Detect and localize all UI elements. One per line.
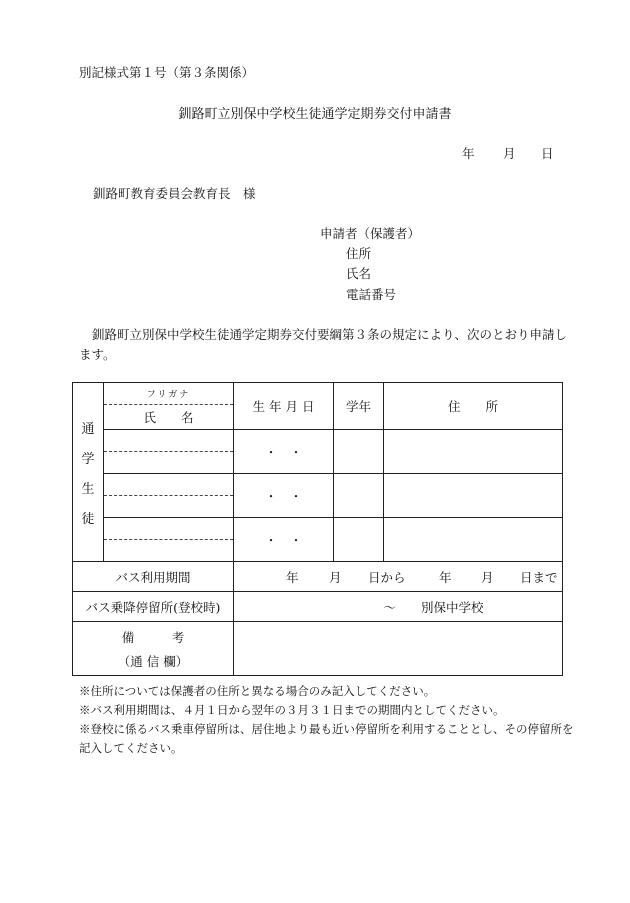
notes xyxy=(79,682,579,758)
birthdate-header: 生 年 月 日 xyxy=(252,399,315,414)
student-side-label xyxy=(73,383,103,561)
bus-period-field[interactable] xyxy=(234,562,563,591)
furigana-field[interactable] xyxy=(104,518,233,539)
period-year-2: 年 xyxy=(439,569,452,585)
bus-stop-value: ～ 別保中学校 xyxy=(383,599,484,615)
applicant-phone-label: 電話番号 xyxy=(346,287,397,302)
body-text: 釧路町立別保中学校生徒通学定期券交付要綱第３条の規定により、次のとおり申請します。 xyxy=(79,327,568,362)
applicant-address-label: 住所 xyxy=(346,246,372,261)
side-char: 通 xyxy=(81,421,95,437)
note-item: ※バス利用期間は、４月１日から翌年の３月３１日までの期間内としてください。 xyxy=(79,703,505,717)
remarks-label-cell xyxy=(73,622,233,676)
side-char: 学 xyxy=(81,451,95,467)
address-field[interactable] xyxy=(384,518,562,561)
bus-stop-label: バス乗降停留所(登校時) xyxy=(85,599,221,615)
applicant-name-label: 氏名 xyxy=(346,266,372,281)
side-char: 生 xyxy=(81,481,95,497)
document-title: 釧路町立別保中学校生徒通学定期券交付申請書 xyxy=(178,107,452,122)
name-header: 氏 名 xyxy=(143,410,194,425)
name-field[interactable] xyxy=(104,540,233,561)
grade-header: 学年 xyxy=(345,399,371,414)
grade-field[interactable] xyxy=(334,518,383,561)
grade-field[interactable] xyxy=(334,474,383,517)
period-day-1: 日から xyxy=(368,569,406,585)
side-char: 徒 xyxy=(81,511,95,527)
date-year-label: 年 xyxy=(462,146,475,161)
period-year-1: 年 xyxy=(286,569,299,585)
address-header: 住 所 xyxy=(447,399,498,414)
application-table xyxy=(72,382,563,676)
birthdate-field[interactable]: ・ ・ xyxy=(264,488,303,504)
note-item: ※住所については保護者の住所と異なる場合のみ記入してください。 xyxy=(79,684,436,698)
form-number: 別記様式第１号（第３条関係） xyxy=(79,65,255,80)
remarks-sub-label: （通 信 欄） xyxy=(117,654,189,669)
birthdate-field[interactable]: ・ ・ xyxy=(264,444,303,460)
furigana-header: フリガナ xyxy=(146,390,191,400)
furigana-field[interactable] xyxy=(104,430,233,451)
date-day-label: 日 xyxy=(541,146,554,161)
address-field[interactable] xyxy=(384,474,562,517)
note-item: ※登校に係るバス乗車停留所は、居住地より最も近い停留所を利用することとし、その停留所を記入してください。 xyxy=(79,722,574,755)
name-field[interactable] xyxy=(104,496,233,517)
period-month-1: 月 xyxy=(329,569,342,585)
bus-stop-field[interactable] xyxy=(234,592,563,621)
grade-field[interactable] xyxy=(334,430,383,473)
address-field[interactable] xyxy=(384,430,562,473)
remarks-label: 備 考 xyxy=(121,630,185,645)
date-month-label: 月 xyxy=(503,146,516,161)
birthdate-field[interactable]: ・ ・ xyxy=(264,532,303,548)
name-field[interactable] xyxy=(104,452,233,473)
furigana-field[interactable] xyxy=(104,474,233,495)
period-month-2: 月 xyxy=(481,569,494,585)
period-day-2: 日まで xyxy=(520,569,558,585)
remarks-field[interactable] xyxy=(234,622,563,676)
addressee: 釧路町教育委員会教育長 様 xyxy=(93,186,256,201)
bus-period-label: バス利用期間 xyxy=(115,569,191,585)
applicant-heading: 申請者（保護者） xyxy=(320,226,421,241)
